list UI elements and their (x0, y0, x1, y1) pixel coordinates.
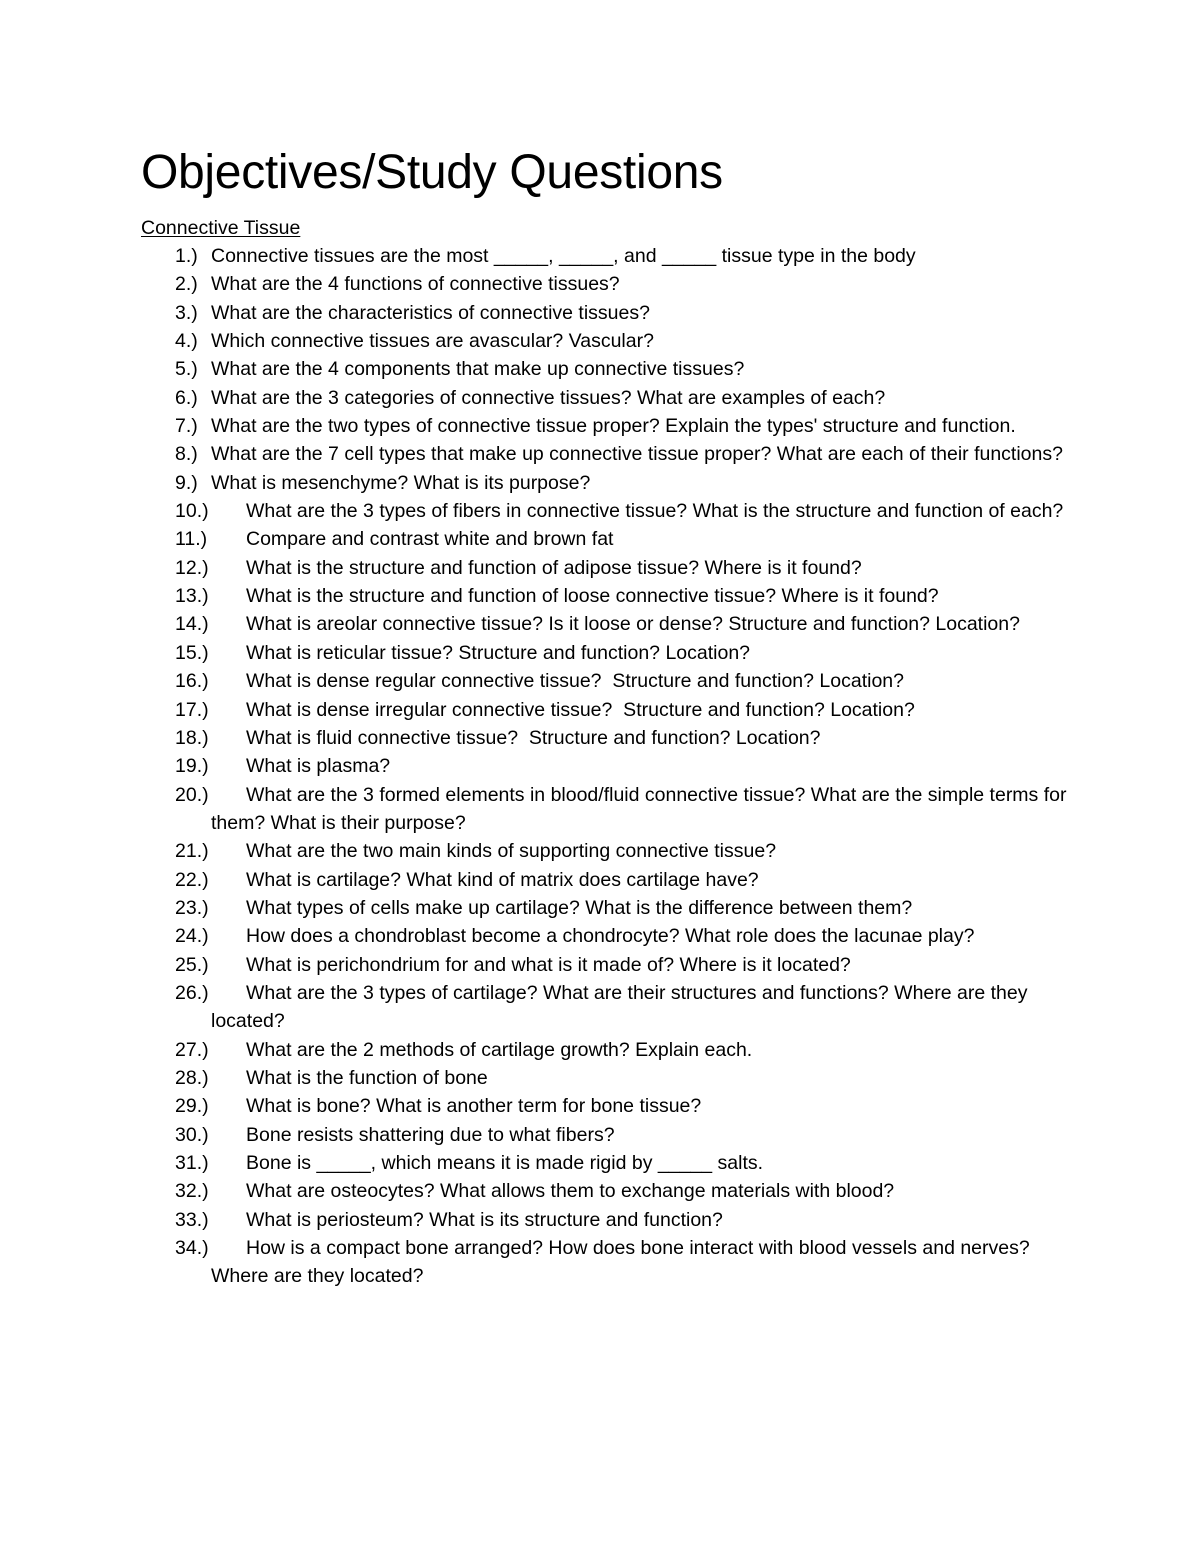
question-number: 23.) (175, 896, 209, 919)
question-number: 12.) (175, 556, 209, 579)
question-item (0, 724, 1200, 752)
question-text: What are the 3 formed elements in blood/fluid connective tissue? What are the simple terms for them? What is their purpose? (211, 783, 1072, 834)
question-text: What are the 3 types of cartilage? What are their structures and functions? Where are they located? (211, 981, 1033, 1033)
question-item (0, 440, 1200, 468)
question-text: What are the characteristics of connective tissues? (211, 301, 650, 324)
question-text: What are the 4 functions of connective tissues? (211, 273, 620, 296)
question-item (0, 894, 1200, 922)
question-text: What is bone? What is another term for bone tissue? (246, 1095, 702, 1118)
question-item (0, 270, 1200, 298)
question-item (0, 1121, 1200, 1149)
question-item (0, 412, 1200, 440)
question-item (0, 1064, 1200, 1092)
question-number: 11.) (175, 528, 208, 551)
question-number: 7.) (175, 415, 198, 438)
question-text: What are the two main kinds of supporting connective tissue? (246, 840, 777, 863)
question-number: 34.) (175, 1237, 209, 1260)
question-text: What are the 3 types of fibers in connective tissue? What is the structure and function of each? (246, 500, 1064, 523)
question-number: 16.) (175, 670, 209, 693)
question-item (0, 696, 1200, 724)
question-item (0, 1234, 1200, 1291)
question-number: 10.) (175, 500, 209, 523)
question-text: What is dense regular connective tissue? Structure and function? Location? (246, 670, 904, 693)
question-number: 26.) (175, 981, 209, 1004)
question-text: What is perichondrium for and what is it made of? Where is it located? (246, 953, 851, 976)
question-number: 2.) (175, 273, 198, 296)
question-number: 13.) (175, 585, 209, 608)
question-number: 29.) (175, 1095, 209, 1118)
question-text: How is a compact bone arranged? How does bone interact with blood vessels and nerves? Where are they located? (211, 1237, 1036, 1288)
question-text: What is the function of bone (246, 1066, 488, 1089)
question-number: 31.) (175, 1152, 209, 1174)
question-number: 24.) (175, 925, 209, 948)
question-text: What is periosteum? What is its structure and function? (246, 1208, 723, 1231)
question-item (0, 922, 1200, 950)
question-number: 18.) (175, 726, 209, 749)
question-number: 9.) (175, 471, 198, 494)
question-item (0, 327, 1200, 355)
question-number: 30.) (175, 1123, 209, 1146)
question-item (0, 1036, 1200, 1064)
question-text: What are osteocytes? What allows them to exchange materials with blood? (246, 1180, 895, 1203)
question-text: What is the structure and function of loose connective tissue? Where is it found? (246, 585, 939, 608)
question-number: 22.) (175, 868, 209, 891)
question-number: 28.) (175, 1066, 209, 1089)
question-item (0, 299, 1200, 327)
question-item (0, 610, 1200, 638)
question-text: What is the structure and function of adipose tissue? Where is it found? (246, 556, 862, 579)
question-text: What is dense irregular connective tissue? Structure and function? Location? (246, 698, 915, 721)
question-text: Connective tissues are the most _____, _____, and _____ tissue type in the body (211, 245, 916, 267)
question-text: Bone is _____, which means it is made rigid by _____ salts. (246, 1152, 764, 1174)
question-item (0, 752, 1200, 780)
question-number: 6.) (175, 386, 198, 409)
page-title: Objectives/Study Questions (141, 146, 723, 199)
study-question-list (0, 242, 1200, 1291)
question-item (0, 979, 1200, 1036)
question-number: 20.) (175, 783, 209, 806)
question-text: Compare and contrast white and brown fat (246, 528, 614, 551)
question-item (0, 1177, 1200, 1205)
question-item (0, 667, 1200, 695)
question-item (0, 1149, 1200, 1177)
question-number: 33.) (175, 1208, 209, 1231)
section-heading-connective-tissue: Connective Tissue (141, 217, 301, 239)
question-number: 4.) (175, 330, 198, 353)
question-item (0, 497, 1200, 525)
question-number: 32.) (175, 1180, 209, 1203)
question-text: What are the 7 cell types that make up connective tissue proper? What are each of their functions? (211, 443, 1063, 466)
question-number: 27.) (175, 1038, 209, 1061)
question-item (0, 639, 1200, 667)
question-number: 21.) (175, 840, 209, 863)
question-number: 19.) (175, 755, 209, 778)
question-number: 15.) (175, 641, 209, 664)
question-item (0, 1206, 1200, 1234)
question-text: What is cartilage? What kind of matrix does cartilage have? (246, 868, 759, 891)
question-number: 5.) (175, 358, 198, 381)
question-item (0, 837, 1200, 865)
question-item (0, 582, 1200, 610)
question-text: What is mesenchyme? What is its purpose? (211, 471, 591, 494)
question-item (0, 1092, 1200, 1120)
question-text: Which connective tissues are avascular? Vascular? (211, 330, 654, 353)
question-text: What are the 4 components that make up connective tissues? (211, 358, 745, 381)
question-item (0, 525, 1200, 553)
question-number: 17.) (175, 698, 209, 721)
question-text: What types of cells make up cartilage? What is the difference between them? (246, 896, 913, 919)
question-item (0, 554, 1200, 582)
question-number: 8.) (175, 443, 198, 466)
question-number: 25.) (175, 953, 209, 976)
question-item (0, 866, 1200, 894)
question-item (0, 951, 1200, 979)
question-text: What is fluid connective tissue? Structure and function? Location? (246, 726, 821, 749)
question-text: How does a chondroblast become a chondrocyte? What role does the lacunae play? (246, 925, 975, 948)
question-item (0, 781, 1200, 838)
question-text: What is areolar connective tissue? Is it loose or dense? Structure and function? Location? (246, 613, 1020, 636)
question-item (0, 355, 1200, 383)
question-item (0, 469, 1200, 497)
question-number: 14.) (175, 613, 209, 636)
question-text: Bone resists shattering due to what fibers? (246, 1123, 615, 1146)
question-text: What are the 3 categories of connective tissues? What are examples of each? (211, 386, 886, 409)
question-text: What is reticular tissue? Structure and function? Location? (246, 641, 751, 664)
question-text: What is plasma? (246, 755, 391, 778)
question-item (0, 242, 1200, 270)
question-text: What are the two types of connective tissue proper? Explain the types' structure and function. (211, 415, 1016, 438)
question-number: 1.) (175, 245, 198, 267)
question-item (0, 384, 1200, 412)
question-text: What are the 2 methods of cartilage growth? Explain each. (246, 1038, 753, 1061)
question-number: 3.) (175, 301, 198, 324)
